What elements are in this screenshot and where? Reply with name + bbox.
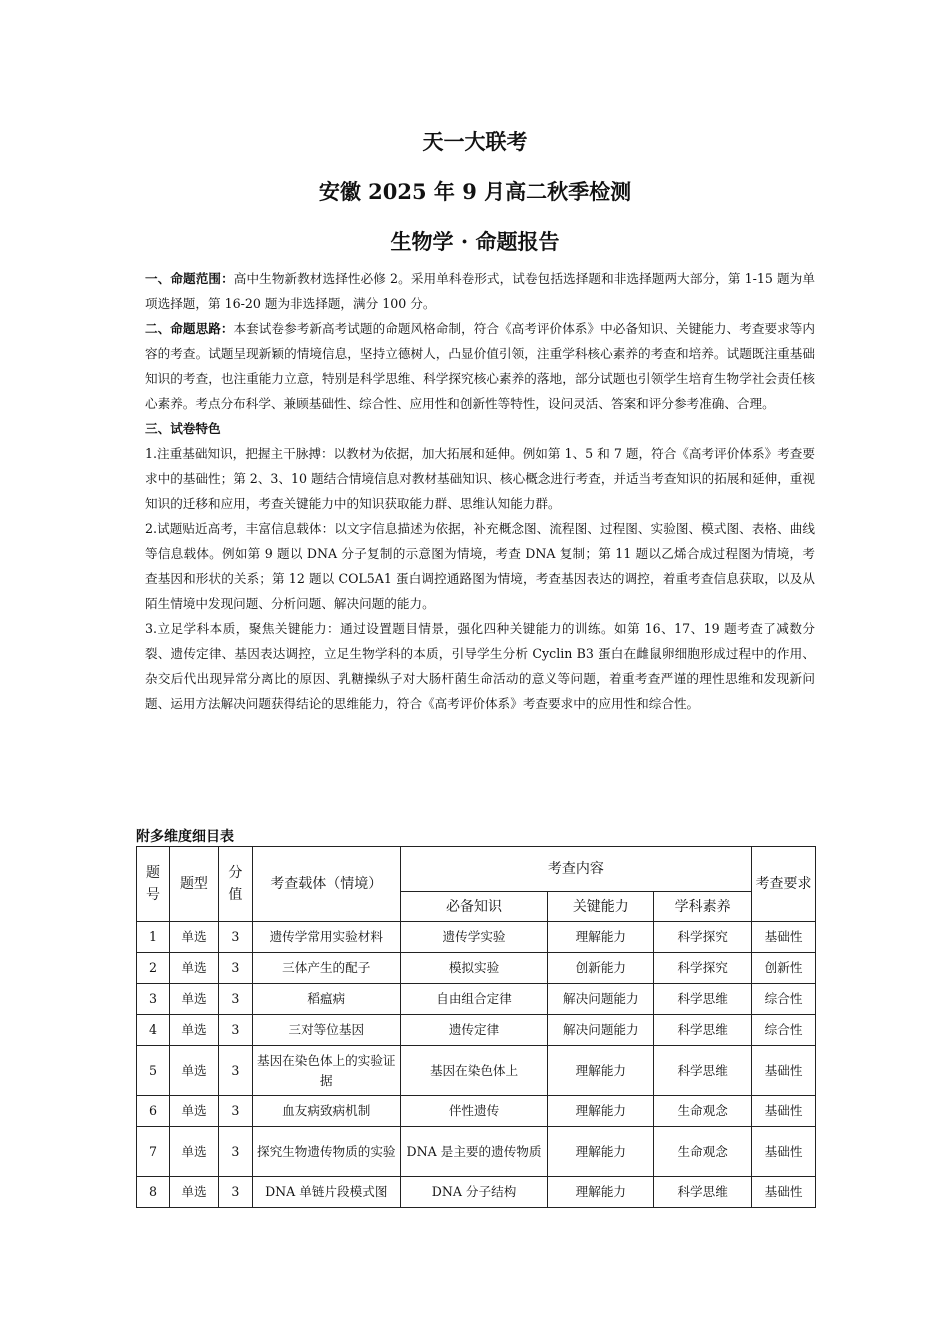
header-requirement: 考查要求: [752, 847, 816, 922]
table-row: 3 单选 3 稻瘟病 自由组合定律 解决问题能力 科学思维 综合性: [137, 984, 816, 1015]
header-score: 分值: [218, 847, 252, 922]
section-approach: [145, 316, 815, 416]
table-row: 8 单选 3 DNA 单链片段模式图 DNA 分子结构 理解能力 科学思维 基础性: [137, 1177, 816, 1208]
detail-table: [136, 846, 816, 1208]
header-content: 考查内容: [400, 847, 751, 892]
section-scope-text: 高中生物新教材选择性必修 2。采用单科卷形式，试卷包括选择题和非选择题两大部分，第 1-15 题为单项选择题，第 16-20 题为非选择题，满分 100 分。: [145, 271, 815, 311]
table-row: 6 单选 3 血友病致病机制 伴性遗传 理解能力 生命观念 基础性: [137, 1096, 816, 1127]
table-row: 2 单选 3 三体产生的配子 模拟实验 创新能力 科学探究 创新性: [137, 953, 816, 984]
exam-title: 安徽 2025 年 9 月高二秋季检测: [318, 179, 632, 204]
header-knowledge: 必备知识: [400, 892, 548, 922]
feature-paragraph-1: 1.注重基础知识，把握主干脉搏：以教材为依据，加大拓展和延伸。例如第 1、5 和 7 题，符合《高考评价体系》考查要求中的基础性；第 2、3、10 题结合情境信息对教材基础知识、核心概念进行考查，并适当考查知识的拓展和延伸，重视知识的迁移和应用，考查关键能力中的知识获取能力群、思维认知能力群。: [145, 446, 815, 511]
feature-paragraph-2: 2.试题贴近高考，丰富信息载体：以文字信息描述为依据，补充概念图、流程图、过程图、实验图、模式图、表格、曲线等信息载体。例如第 9 题以 DNA 分子复制的示意图为情境，考查 DNA 复制；第 11 题以乙烯合成过程图为情境，考查基因和形状的关系；第 12 题以 COL5A1 蛋白调控通路图为情境，考查基因表达的调控，着重考查信息获取，以及从陌生情境中发现问题、分析问题、解决问题的能力。: [145, 521, 815, 611]
header-ability: 关键能力: [548, 892, 654, 922]
section-scope-heading: 一、命题范围：: [145, 271, 234, 286]
table-title: 附多维度细目表: [136, 829, 234, 845]
table-row: 4 单选 3 三对等位基因 遗传定律 解决问题能力 科学思维 综合性: [137, 1015, 816, 1046]
header-carrier: 考查载体（情境）: [252, 847, 400, 922]
header-question-number: 题号: [137, 847, 170, 922]
table-row: 1 单选 3 遗传学常用实验材料 遗传学实验 理解能力 科学探究 基础性: [137, 922, 816, 953]
section-approach-heading: 二、命题思路：: [145, 321, 234, 336]
table-row: 5 单选 3 基因在染色体上的实验证据 基因在染色体上 理解能力 科学思维 基础性: [137, 1046, 816, 1096]
section-features-heading: 三、试卷特色: [145, 421, 221, 436]
report-title: 生物学 · 命题报告: [390, 229, 560, 254]
header-literacy: 学科素养: [654, 892, 752, 922]
feature-paragraph-3: 3.立足学科本质，聚焦关键能力：通过设置题目情景，强化四种关键能力的训练。如第 16、17、19 题考查了减数分裂、遗传定律、基因表达调控，立足生物学科的本质，引导学生分析 Cyclin B3 蛋白在雌鼠卵细胞形成过程中的作用、杂交后代出现异常分离比的原因、乳糖操纵子对大肠杆菌生命活动的意义等问题，着重考查严谨的理性思维和发现新问题、运用方法解决问题获得结论的思维能力，符合《高考评价体系》考查要求中的应用性和综合性。: [145, 621, 815, 711]
table-row: 7 单选 3 探究生物遗传物质的实验 DNA 是主要的遗传物质 理解能力 生命观念 基础性: [137, 1127, 816, 1177]
report-body: [145, 266, 815, 716]
section-approach-text: 本套试卷参考新高考试题的命题风格命制，符合《高考评价体系》中必备知识、关键能力、考查要求等内容的考查。试题呈现新颖的情境信息，坚持立德树人，凸显价值引领，注重学科核心素养的考查和培养。试题既注重基础知识的考查，也注重能力立意，特别是科学思维、科学探究核心素养的落地，部分试题也引领学生培育生物学社会责任核心素养。考点分布科学、兼顾基础性、综合性、应用性和创新性等特性，设问灵活、答案和评分参考准确、合理。: [145, 321, 816, 411]
exam-org-title: 天一大联考: [422, 129, 528, 154]
section-scope: [145, 266, 815, 316]
header-question-type: 题型: [169, 847, 218, 922]
